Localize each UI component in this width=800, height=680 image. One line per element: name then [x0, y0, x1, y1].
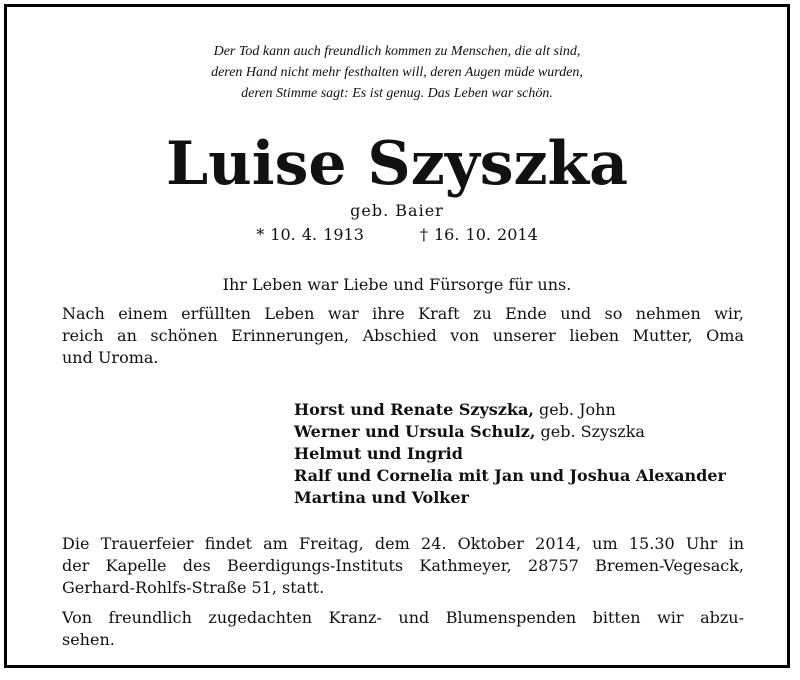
- quote-line: deren Stimme sagt: Es ist genug. Das Leben war schön.: [241, 86, 553, 101]
- service-line: Die Trauerfeier findet am Freitag, dem 24. Oktober 2014, um 15.30 Uhr in: [62, 534, 744, 553]
- birth-date: * 10. 4. 1913: [256, 225, 364, 244]
- family-names: Horst und Renate Szyszka,: [294, 400, 534, 419]
- motto: Ihr Leben war Liebe und Fürsorge für uns.: [222, 275, 572, 294]
- family-names: Werner und Ursula Schulz,: [294, 422, 536, 441]
- family-entry: [294, 421, 754, 443]
- family-entry: [294, 465, 754, 487]
- deceased-name: Luise Szyszka: [165, 129, 628, 199]
- family-names: Helmut und Ingrid: [294, 444, 463, 463]
- death-date: † 16. 10. 2014: [419, 225, 538, 244]
- life-dates: [7, 225, 787, 244]
- intro-paragraph: [62, 303, 744, 369]
- family-entry: [294, 443, 754, 465]
- quote-line: Der Tod kann auch freundlich kommen zu Menschen, die alt sind,: [213, 44, 581, 59]
- family-names: Martina und Volker: [294, 488, 469, 507]
- memorial-quote: [7, 41, 787, 104]
- intro-line: und Uroma.: [62, 348, 159, 367]
- intro-line: Nach einem erfüllten Leben war ihre Kraft zu Ende und so nehmen wir,: [62, 304, 744, 323]
- family-entry: [294, 399, 754, 421]
- maiden-name: geb. Baier: [350, 201, 444, 220]
- intro-line: reich an schönen Erinnerungen, Abschied von unserer lieben Mutter, Oma: [62, 326, 744, 345]
- family-list: [294, 399, 754, 509]
- family-note: geb. Szyszka: [535, 422, 645, 441]
- family-note: geb. John: [533, 400, 616, 419]
- quote-line: deren Hand nicht mehr festhalten will, deren Augen müde wurden,: [211, 65, 583, 80]
- obituary-notice: [4, 4, 790, 668]
- family-entry: [294, 487, 754, 509]
- service-paragraph: [62, 533, 744, 599]
- flowers-line: sehen.: [62, 630, 115, 649]
- family-names: Ralf und Cornelia mit Jan und Joshua Alexander: [294, 466, 726, 485]
- flowers-paragraph: [62, 607, 744, 651]
- service-line: der Kapelle des Beerdigungs-Instituts Kathmeyer, 28757 Bremen-Vegesack,: [62, 556, 744, 575]
- service-line: Gerhard-Rohlfs-Straße 51, statt.: [62, 578, 325, 597]
- flowers-line: Von freundlich zugedachten Kranz- und Blumenspenden bitten wir abzu-: [62, 608, 744, 627]
